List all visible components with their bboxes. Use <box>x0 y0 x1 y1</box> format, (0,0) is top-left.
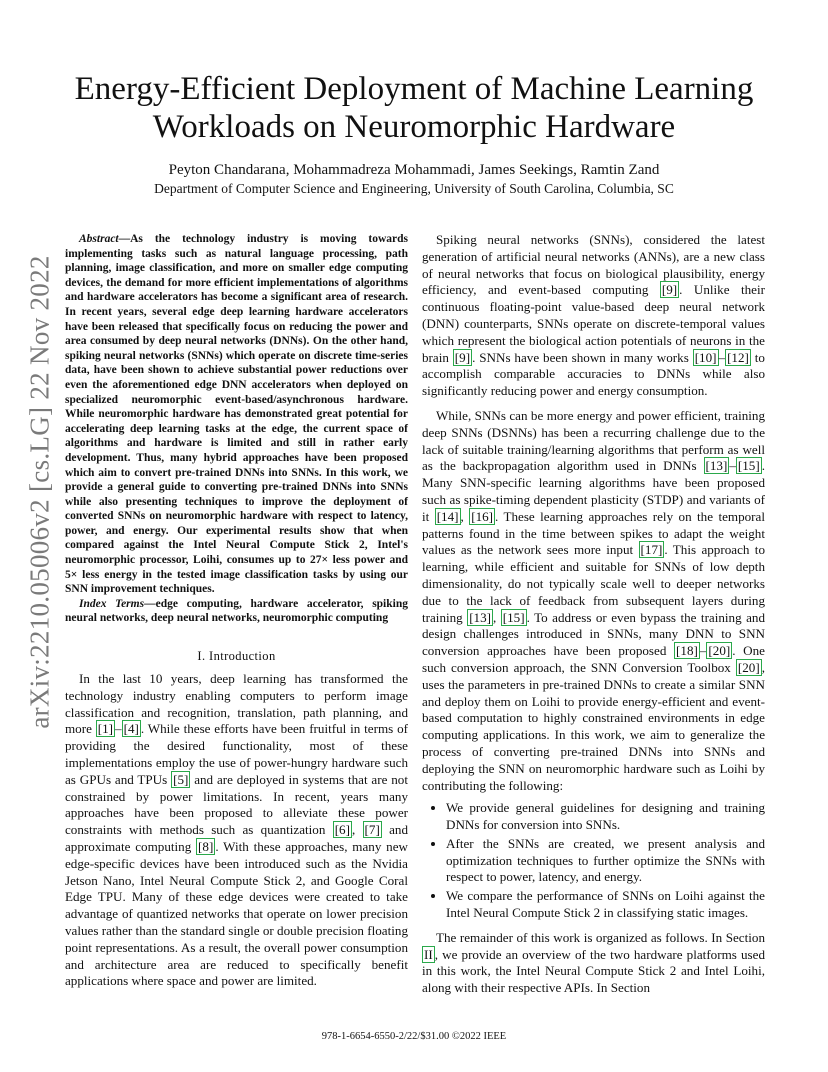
paragraph-text: – <box>699 643 707 659</box>
author-list: Peyton Chandarana, Mohammadreza Mohammadi, James Seekings, Ramtin Zand <box>168 162 660 178</box>
list-item: • After the SNNs are created, we present analysis and optimization techniques to further optimize the SNNs with respect to power, latency, and energy. <box>446 836 765 886</box>
list-item: • We compare the performance of SNNs on Loihi against the Intel Neural Compute Stick 2 in classifying static images. <box>446 888 765 922</box>
affiliation: Department of Computer Science and Engineering, University of South Carolina, Columbia, SC <box>154 181 674 196</box>
citation-link[interactable]: II <box>424 946 433 962</box>
arxiv-stamp: arXiv:2210.05006v2 [cs.LG] 22 Nov 2022 <box>24 255 55 729</box>
paragraph-text: , <box>493 609 501 625</box>
paragraph-text: , we provide an overview of the two hardware platforms used in this work, the Intel Neural Compute Stick 2 and Intel Loihi, along with their respective APIs. In Section <box>422 946 765 996</box>
citation-link[interactable]: [20] <box>737 659 760 675</box>
citation-link[interactable]: [9] <box>454 349 471 365</box>
section-heading: I. Introduction <box>197 649 276 664</box>
citation-link[interactable]: [15] <box>737 458 760 474</box>
right-column <box>422 232 765 997</box>
index-terms: Index Terms—edge computing, hardware accelerator, spiking neural networks, deep neural networks, neuromorphic computing <box>65 597 408 625</box>
citation-link[interactable]: [9] <box>661 282 678 298</box>
paragraph-text: . This approach to learning, while efficient and suitable for SNNs of low depth dimensionality, do not typically scale well to deeper networks due to the lack of feedback from subsequent layers during training <box>422 542 765 625</box>
paragraph-text: to accomplish comparable accuracies to DNNs while also significantly reducing power and energy consumption. <box>422 349 765 399</box>
paragraph-text: In the last 10 years, deep learning has transformed the technology industry enabling computers to perform image classification and recognition, translation, path planning, and more <box>65 671 408 737</box>
paragraph-text: . With these approaches, many new edge-specific devices have been introduced such as the Nvidia Jetson Nano, Intel Neural Compute Stick 2, and Google Coral Edge TPU. Many of these edge devices were created to take advantage of quantized networks that operate on lower precision values rather than the standard single or double precision floating point representations. As a result, the overall power consumption and architecture area are reduced to specifically benefit applications where space and power are limited. <box>65 839 408 989</box>
paper-title: Energy-Efficient Deployment of Machine Learning Workloads on Neuromorphic Hardware <box>74 71 754 145</box>
citation-link[interactable]: [14] <box>436 508 459 524</box>
citation-link[interactable]: [1] <box>97 721 114 737</box>
paragraph <box>65 671 408 990</box>
paragraph <box>422 408 765 794</box>
citation-link[interactable]: [12] <box>727 349 749 365</box>
citation-link[interactable]: [13] <box>705 458 728 474</box>
paragraph <box>422 930 765 997</box>
paragraph-text: . To address or even bypass the training and design challenges introduced in SNNs, many DNN to SNN conversion approaches have been proposed <box>422 609 766 659</box>
paragraph-text: – <box>729 458 736 474</box>
paragraph-text: . While these efforts have been fruitful in terms of providing the desired functionality, most of these implementations employ the use of power-hungry hardware such as GPUs and TPUs <box>65 721 408 787</box>
paragraph-text: While, SNNs can be more energy and power efficient, training deep SNNs (DSNNs) has been a recurring challenge due to the lack of suitable training/learning algorithms that perform as well as the backpropagation algorithm used in DNNs <box>422 407 765 474</box>
paragraph-text: . Many SNN-specific learning algorithms have been proposed such as spike-timing dependent plasticity (STDP) and variants of it <box>422 458 765 524</box>
citation-link[interactable]: [6] <box>334 822 350 838</box>
footer-copyright: 978-1-6654-6550-2/22/$31.00 ©2022 IEEE <box>321 1031 507 1042</box>
list-item: • We provide general guidelines for designing and training DNNs for conversion into SNNs. <box>446 800 765 834</box>
paragraph-text: – <box>115 721 122 737</box>
paragraph-text: Spiking neural networks (SNNs), considered the latest generation of artificial neural networks (ANNs), are a new class of neural networks that focus on biological plausibility, energy efficiency, and event-based computing <box>422 232 765 298</box>
citation-link[interactable]: [18] <box>676 643 698 659</box>
citation-link[interactable]: [15] <box>502 609 525 625</box>
paragraph-text: . One such conversion approach, the SNN Conversion Toolbox <box>422 643 765 675</box>
contribution-list <box>422 800 765 922</box>
left-column <box>65 232 408 990</box>
paragraph-text: , <box>351 822 363 838</box>
citation-link[interactable]: [4] <box>123 721 139 737</box>
abstract: Abstract—As the technology industry is moving towards implementing tasks such as natural language processing, path planning, image classification, and more on smaller edge computing devices, the demand for more efficient implementations of algorithms and hardware accelerators has become a significant area of research. In recent years, several edge deep learning hardware accelerators have been released that specifically focus on reducing the power and area consumed by deep neural networks (DNNs). On the other hand, spiking neural networks (SNNs) which operate on discrete time-series data, have been shown to achieve substantial power reductions over even the aforementioned edge DNN accelerators when deployed on specialized neuromorphic event-based/asynchronous hardware. While neuromorphic hardware has demonstrated great potential for accelerating deep learning tasks at the edge, the current space of algorithms and hardware is limited and still in rather early development. Thus, many hybrid approaches have been proposed which aim to convert pre-trained DNNs into SNNs. In this work, we provide a general guide to converting pre-trained DNNs into SNNs while also presenting techniques to improve the deployment of converted SNNs on neuromorphic hardware with respect to latency, power, and energy. Our experimental results show that when compared against the Intel Neural Compute Stick 2, Intel's neuromorphic processor, Loihi, consumes up to 27× less power and 5× less energy in the tested image classification tasks by using our SNN improvement techniques. <box>65 233 408 596</box>
citation-link[interactable]: [8] <box>198 839 214 854</box>
paragraph-text: The remainder of this work is organized as follows. In Section <box>436 929 765 945</box>
paragraph-text: . These learning approaches rely on the temporal patterns found in the time between spikes to adapt the weight values as the network sees more input <box>422 508 765 558</box>
citation-link[interactable]: [13] <box>469 609 492 625</box>
citation-link[interactable]: [17] <box>640 542 663 558</box>
paragraph-text: and approximate computing <box>65 822 408 854</box>
paragraph-text: , <box>460 508 470 524</box>
citation-link[interactable]: [5] <box>173 771 189 787</box>
paragraph-text: and are deployed in systems that are not constrained by power limitations. In recent, years many approaches have been proposed to alleviate these power constraints with methods such as quantization <box>65 771 408 838</box>
paragraph-text: . Unlike their continuous floating-point value-based deep neural network (DNN) counterparts, SNNs operate on discrete-temporal values which represent the biological action potentials of neurons in the brain <box>422 282 765 365</box>
paragraph-text: – <box>718 349 726 365</box>
paragraph <box>422 232 765 400</box>
citation-link[interactable]: [10] <box>694 349 717 365</box>
citation-link[interactable]: [7] <box>364 822 380 838</box>
citation-link[interactable]: [20] <box>708 643 731 659</box>
citation-link[interactable]: [16] <box>471 508 494 524</box>
paragraph-text: . SNNs have been shown in many works <box>472 349 693 365</box>
paragraph-text: , uses the parameters in pre-trained DNNs to create a similar SNN and deploy them on Loihi to provide energy-efficient and event-based computation to highly constrained environments in edge computing applications. In this work, we aim to generalize the process of converting pre-trained DNNs into SNNs and deploying the SNN on neuromorphic hardware such as Loihi by contributing the following: <box>422 659 765 793</box>
